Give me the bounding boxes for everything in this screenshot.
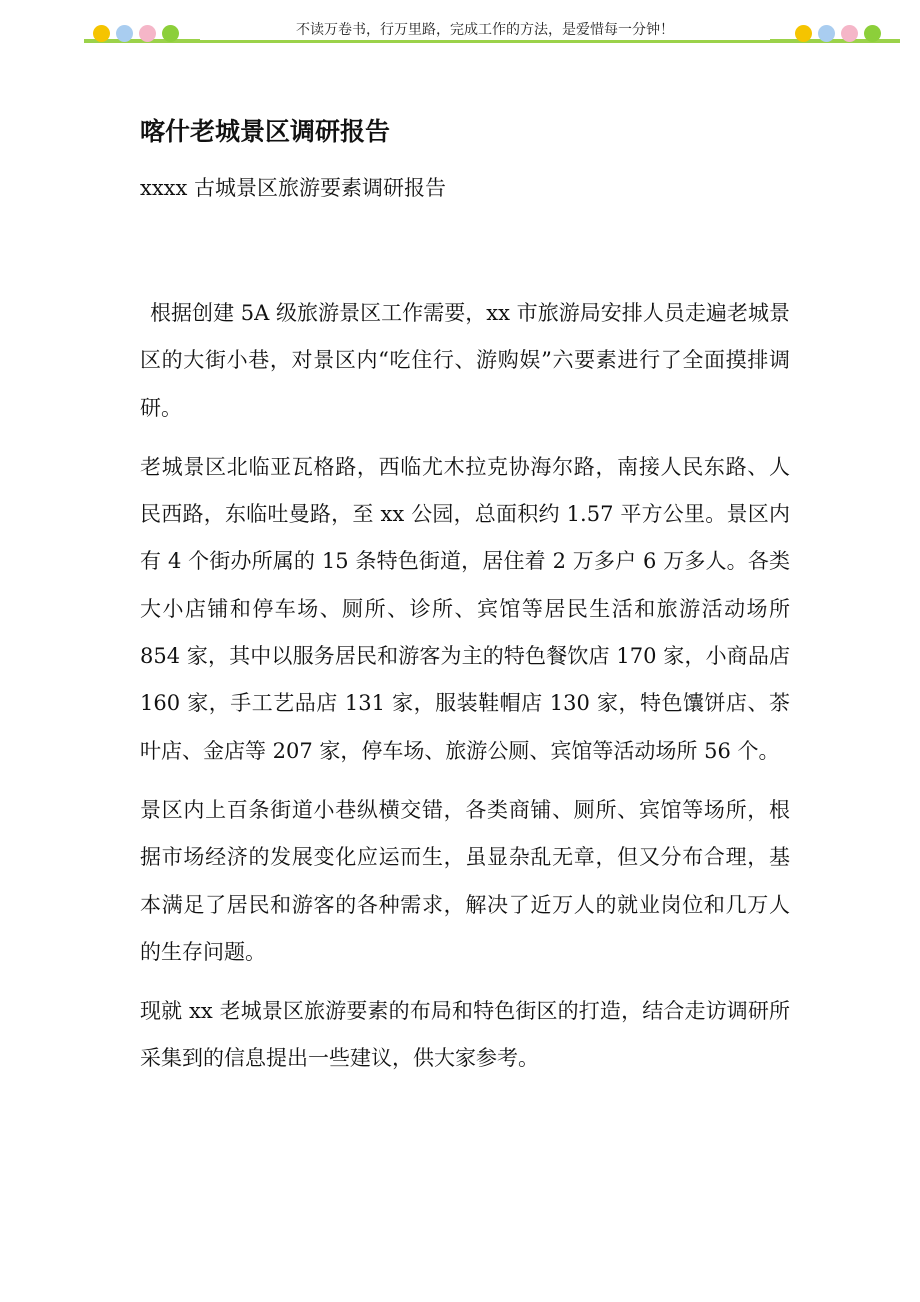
header-dots-left <box>93 25 179 42</box>
paragraph-location: 老城景区北临亚瓦格路，西临尤木拉克协海尔路，南接人民东路、人民西路，东临吐曼路，至 xx 公园，总面积约 1.57 平方公里。景区内有 4 个街办所属的 15 条特色街道，居住着 2 万多户 6 万多人。各类大小店铺和停车场、厕所、诊所、宾馆等居民生活和旅游活动场所 854 家，其中以服务居民和游客为主的特色餐饮店 170 家，小商品店 160 家，手工艺品店 131 家，服装鞋帽店 130 家，特色馕饼店、茶叶店、金店等 207 家，停车场、旅游公厕、宾馆等活动场所 56 个。 <box>140 454 790 763</box>
pink-dot-icon <box>841 25 858 42</box>
document-body <box>140 112 790 1095</box>
header-dots-right <box>795 25 881 42</box>
paragraph-intro: 根据创建 5A 级旅游景区工作需要，xx 市旅游局安排人员走遍老城景区的大街小巷，对景区内“吃住行、游购娱”六要素进行了全面摸排调研。 <box>140 301 790 420</box>
yellow-dot-icon <box>93 25 110 42</box>
green-dot-icon <box>162 25 179 42</box>
document-subtitle: xxxx 古城景区旅游要素调研报告 <box>140 176 447 200</box>
yellow-dot-icon <box>795 25 812 42</box>
green-dot-icon <box>864 25 881 42</box>
paragraph-layout: 景区内上百条街道小巷纵横交错，各类商铺、厕所、宾馆等场所，根据市场经济的发展变化应运而生，虽显杂乱无章，但又分布合理，基本满足了居民和游客的各种需求，解决了近万人的就业岗位和几万人的生存问题。 <box>140 797 790 964</box>
document-title: 喀什老城景区调研报告 <box>140 117 391 146</box>
blue-dot-icon <box>818 25 835 42</box>
pink-dot-icon <box>139 25 156 42</box>
page-header-banner <box>0 0 920 48</box>
blue-dot-icon <box>116 25 133 42</box>
header-motto: 不读万卷书，行万里路，完成工作的方法，是爱惜每一分钟！ <box>200 20 770 40</box>
paragraph-proposal: 现就 xx 老城景区旅游要素的布局和特色街区的打造，结合走访调研所采集到的信息提出一些建议，供大家参考。 <box>140 999 790 1071</box>
